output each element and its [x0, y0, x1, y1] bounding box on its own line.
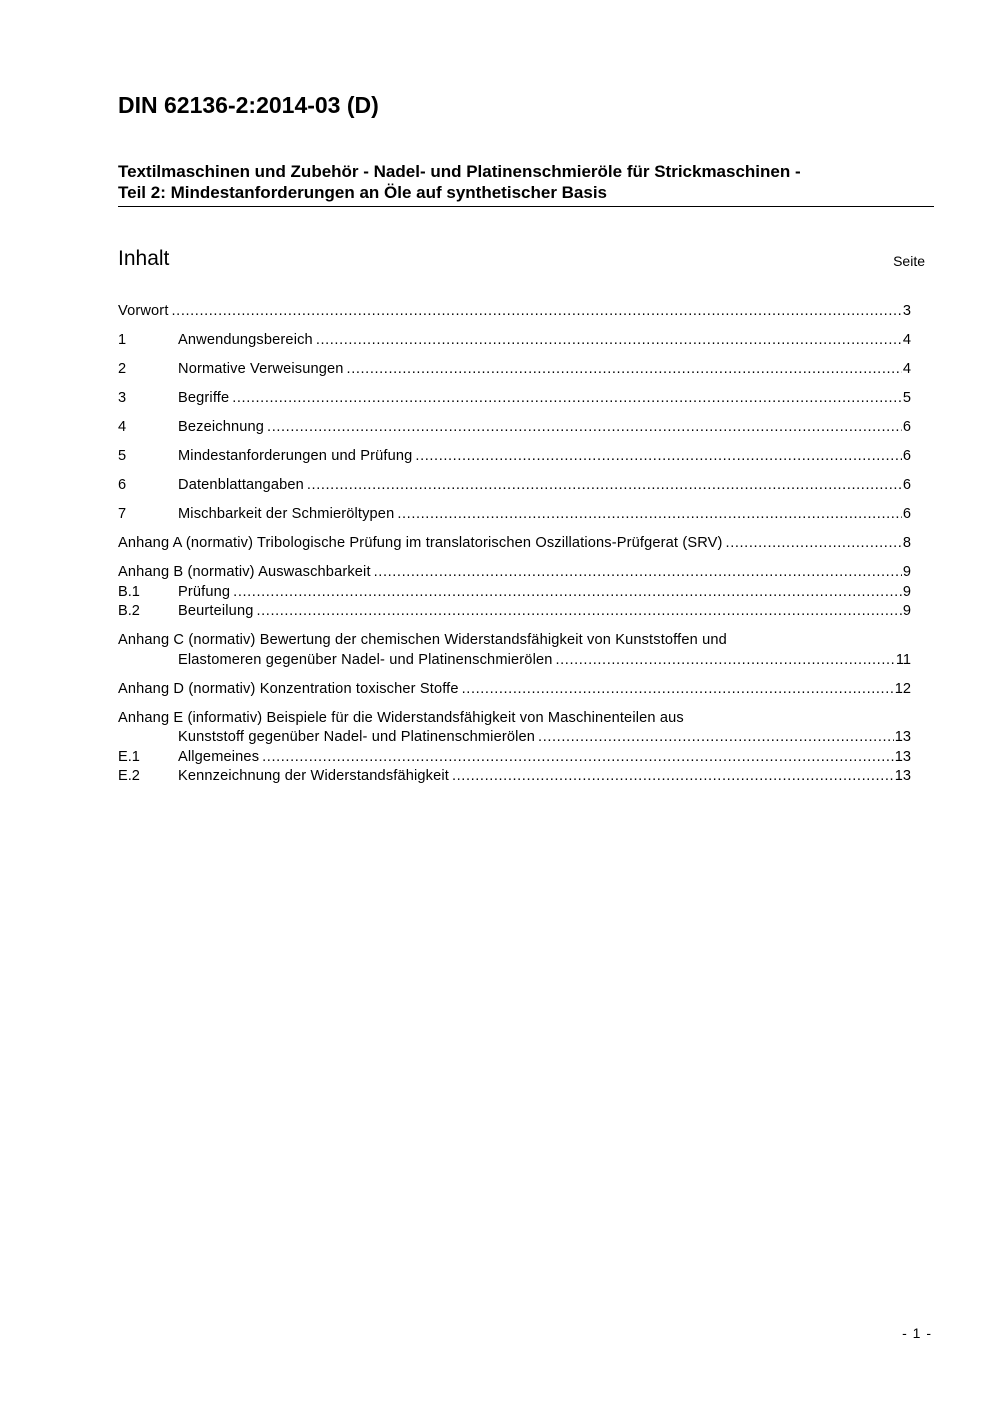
toc-entry[interactable] — [118, 331, 911, 351]
toc-entry-page: 13 — [894, 748, 911, 765]
toc-entry-number: E.1 — [118, 748, 140, 765]
toc-entry[interactable] — [118, 602, 911, 622]
toc-entry-page: 6 — [902, 506, 911, 522]
toc-entry-title: Anhang C (normativ) Bewertung der chemischen Widerstandsfähigkeit von Kunststoffen und — [118, 632, 727, 648]
toc-group-6 — [118, 476, 911, 496]
toc-leader-dots — [374, 563, 902, 583]
toc-leader-dots — [347, 360, 902, 380]
toc-group-anhang-d — [118, 680, 911, 700]
toc-leader-dots — [462, 680, 894, 700]
toc-entry-page: 9 — [902, 564, 911, 580]
toc-entry-number: 6 — [118, 477, 127, 493]
toc-entry[interactable] — [118, 709, 911, 729]
toc-entry[interactable] — [118, 631, 911, 651]
toc-leader-dots — [538, 728, 894, 748]
toc-entry-page: 4 — [902, 361, 911, 377]
toc-entry-number: 1 — [118, 332, 127, 348]
toc-entry[interactable] — [118, 447, 911, 467]
toc-entry[interactable] — [118, 302, 911, 322]
footer-page-number: - 1 - — [902, 1325, 932, 1341]
toc-entry-title: Allgemeines — [178, 748, 260, 765]
toc-entry-title: Mischbarkeit der Schmieröltypen — [178, 506, 395, 522]
toc-entry-page: 6 — [902, 448, 911, 464]
toc-entry-title: Anhang D (normativ) Konzentration toxischer Stoffe — [118, 680, 459, 697]
toc-leader-dots — [262, 748, 894, 768]
toc-entry-page: 5 — [902, 390, 911, 406]
toc-leader-dots — [452, 767, 894, 787]
toc-entry[interactable] — [118, 360, 911, 380]
toc-entry-page: 6 — [902, 477, 911, 493]
toc-entry-title: Bezeichnung — [178, 419, 265, 435]
toc-page-column-label: Seite — [893, 253, 925, 269]
toc-entry-number: 4 — [118, 419, 127, 435]
toc-entry-title: Anhang B (normativ) Auswaschbarkeit — [118, 564, 371, 580]
title-divider — [118, 206, 934, 207]
toc-entry[interactable] — [118, 583, 911, 603]
toc-entry-title: Anhang E (informativ) Beispiele für die Widerstandsfähigkeit von Maschinenteilen aus — [118, 709, 684, 726]
toc-entry[interactable] — [118, 505, 911, 525]
toc-entry-page: 11 — [895, 651, 911, 668]
toc-entry-number: B.2 — [118, 603, 140, 619]
toc-entry-number: 7 — [118, 506, 127, 522]
toc-leader-dots — [316, 331, 902, 351]
toc-group-anhang-c — [118, 631, 911, 670]
toc-entry-page: 3 — [902, 303, 911, 319]
toc-entry-title: Kennzeichnung der Widerstandsfähigkeit — [178, 768, 449, 784]
toc-group-7 — [118, 505, 911, 525]
toc-leader-dots — [415, 447, 901, 467]
toc-leader-dots — [256, 602, 901, 622]
toc-entry-page: 12 — [894, 680, 911, 697]
toc-entry[interactable] — [118, 476, 911, 496]
toc-entry-continuation[interactable] — [118, 728, 911, 748]
toc-entry-number: E.2 — [118, 768, 140, 784]
toc-entry-title: Beurteilung — [178, 603, 254, 619]
toc-leader-dots — [397, 505, 902, 525]
toc-entry-title: Anwendungsbereich — [178, 332, 313, 348]
toc-entry[interactable] — [118, 389, 911, 409]
toc-entry-title-continued: Kunststoff gegenüber Nadel- und Platinenschmierölen — [178, 729, 536, 745]
toc-leader-dots — [232, 389, 902, 409]
toc-entry-title: Anhang A (normativ) Tribologische Prüfung im translatorischen Oszillations-Prüfgerat (SRV) — [118, 535, 723, 551]
toc-group-2 — [118, 360, 911, 380]
toc-entry-title: Normative Verweisungen — [178, 361, 344, 377]
toc-group-4 — [118, 418, 911, 438]
toc-entry-title: Datenblattangaben — [178, 477, 304, 493]
toc-entry-title: Vorwort — [118, 303, 169, 319]
toc-entry-title: Prüfung — [178, 583, 231, 600]
toc-entry-number: 5 — [118, 448, 127, 464]
toc-leader-dots — [267, 418, 902, 438]
toc-entry-number: 2 — [118, 361, 127, 377]
toc-entry[interactable] — [118, 767, 911, 787]
toc-leader-dots — [233, 583, 902, 603]
toc-group-3 — [118, 389, 911, 409]
toc-entry[interactable] — [118, 418, 911, 438]
toc-group-5 — [118, 447, 911, 467]
document-title-line-2: Teil 2: Mindestanforderungen an Öle auf synthetischer Basis — [118, 183, 608, 202]
toc-group-anhang-e — [118, 709, 911, 787]
toc-leader-dots — [726, 534, 902, 554]
toc-entry-page: 4 — [902, 332, 911, 348]
toc-group-vorwort — [118, 302, 911, 322]
toc-entry[interactable] — [118, 680, 911, 700]
toc-entry-title: Begriffe — [178, 390, 230, 406]
toc-entry-page: 13 — [894, 729, 911, 745]
toc-entry-page: 9 — [902, 603, 911, 619]
toc-group-anhang-a — [118, 534, 911, 554]
toc-heading: Inhalt — [118, 247, 170, 270]
toc-entry-page: 9 — [902, 583, 911, 600]
toc-group-anhang-b — [118, 563, 911, 622]
document-title-line-1: Textilmaschinen und Zubehör - Nadel- und Platinenschmieröle für Strickmaschinen - — [118, 162, 801, 181]
toc-entry-page: 8 — [902, 535, 911, 551]
toc-leader-dots — [556, 651, 895, 671]
toc-leader-dots — [307, 476, 902, 496]
toc-leader-dots — [172, 302, 902, 322]
toc-entry[interactable] — [118, 563, 911, 583]
toc-entry-page: 13 — [894, 768, 911, 784]
toc-entry-number: B.1 — [118, 583, 140, 600]
document-number: DIN 62136-2:2014-03 (D) — [118, 92, 379, 118]
toc-entry-number: 3 — [118, 390, 127, 406]
toc-entry-title: Mindestanforderungen und Prüfung — [178, 448, 413, 464]
table-of-contents — [118, 302, 911, 796]
toc-group-1 — [118, 331, 911, 351]
toc-entry[interactable] — [118, 748, 911, 768]
toc-entry[interactable] — [118, 534, 911, 554]
document-title — [118, 161, 934, 203]
toc-entry-page: 6 — [902, 419, 911, 435]
toc-entry-title-continued: Elastomeren gegenüber Nadel- und Platinenschmierölen — [178, 651, 553, 668]
toc-entry-continuation[interactable] — [118, 651, 911, 671]
